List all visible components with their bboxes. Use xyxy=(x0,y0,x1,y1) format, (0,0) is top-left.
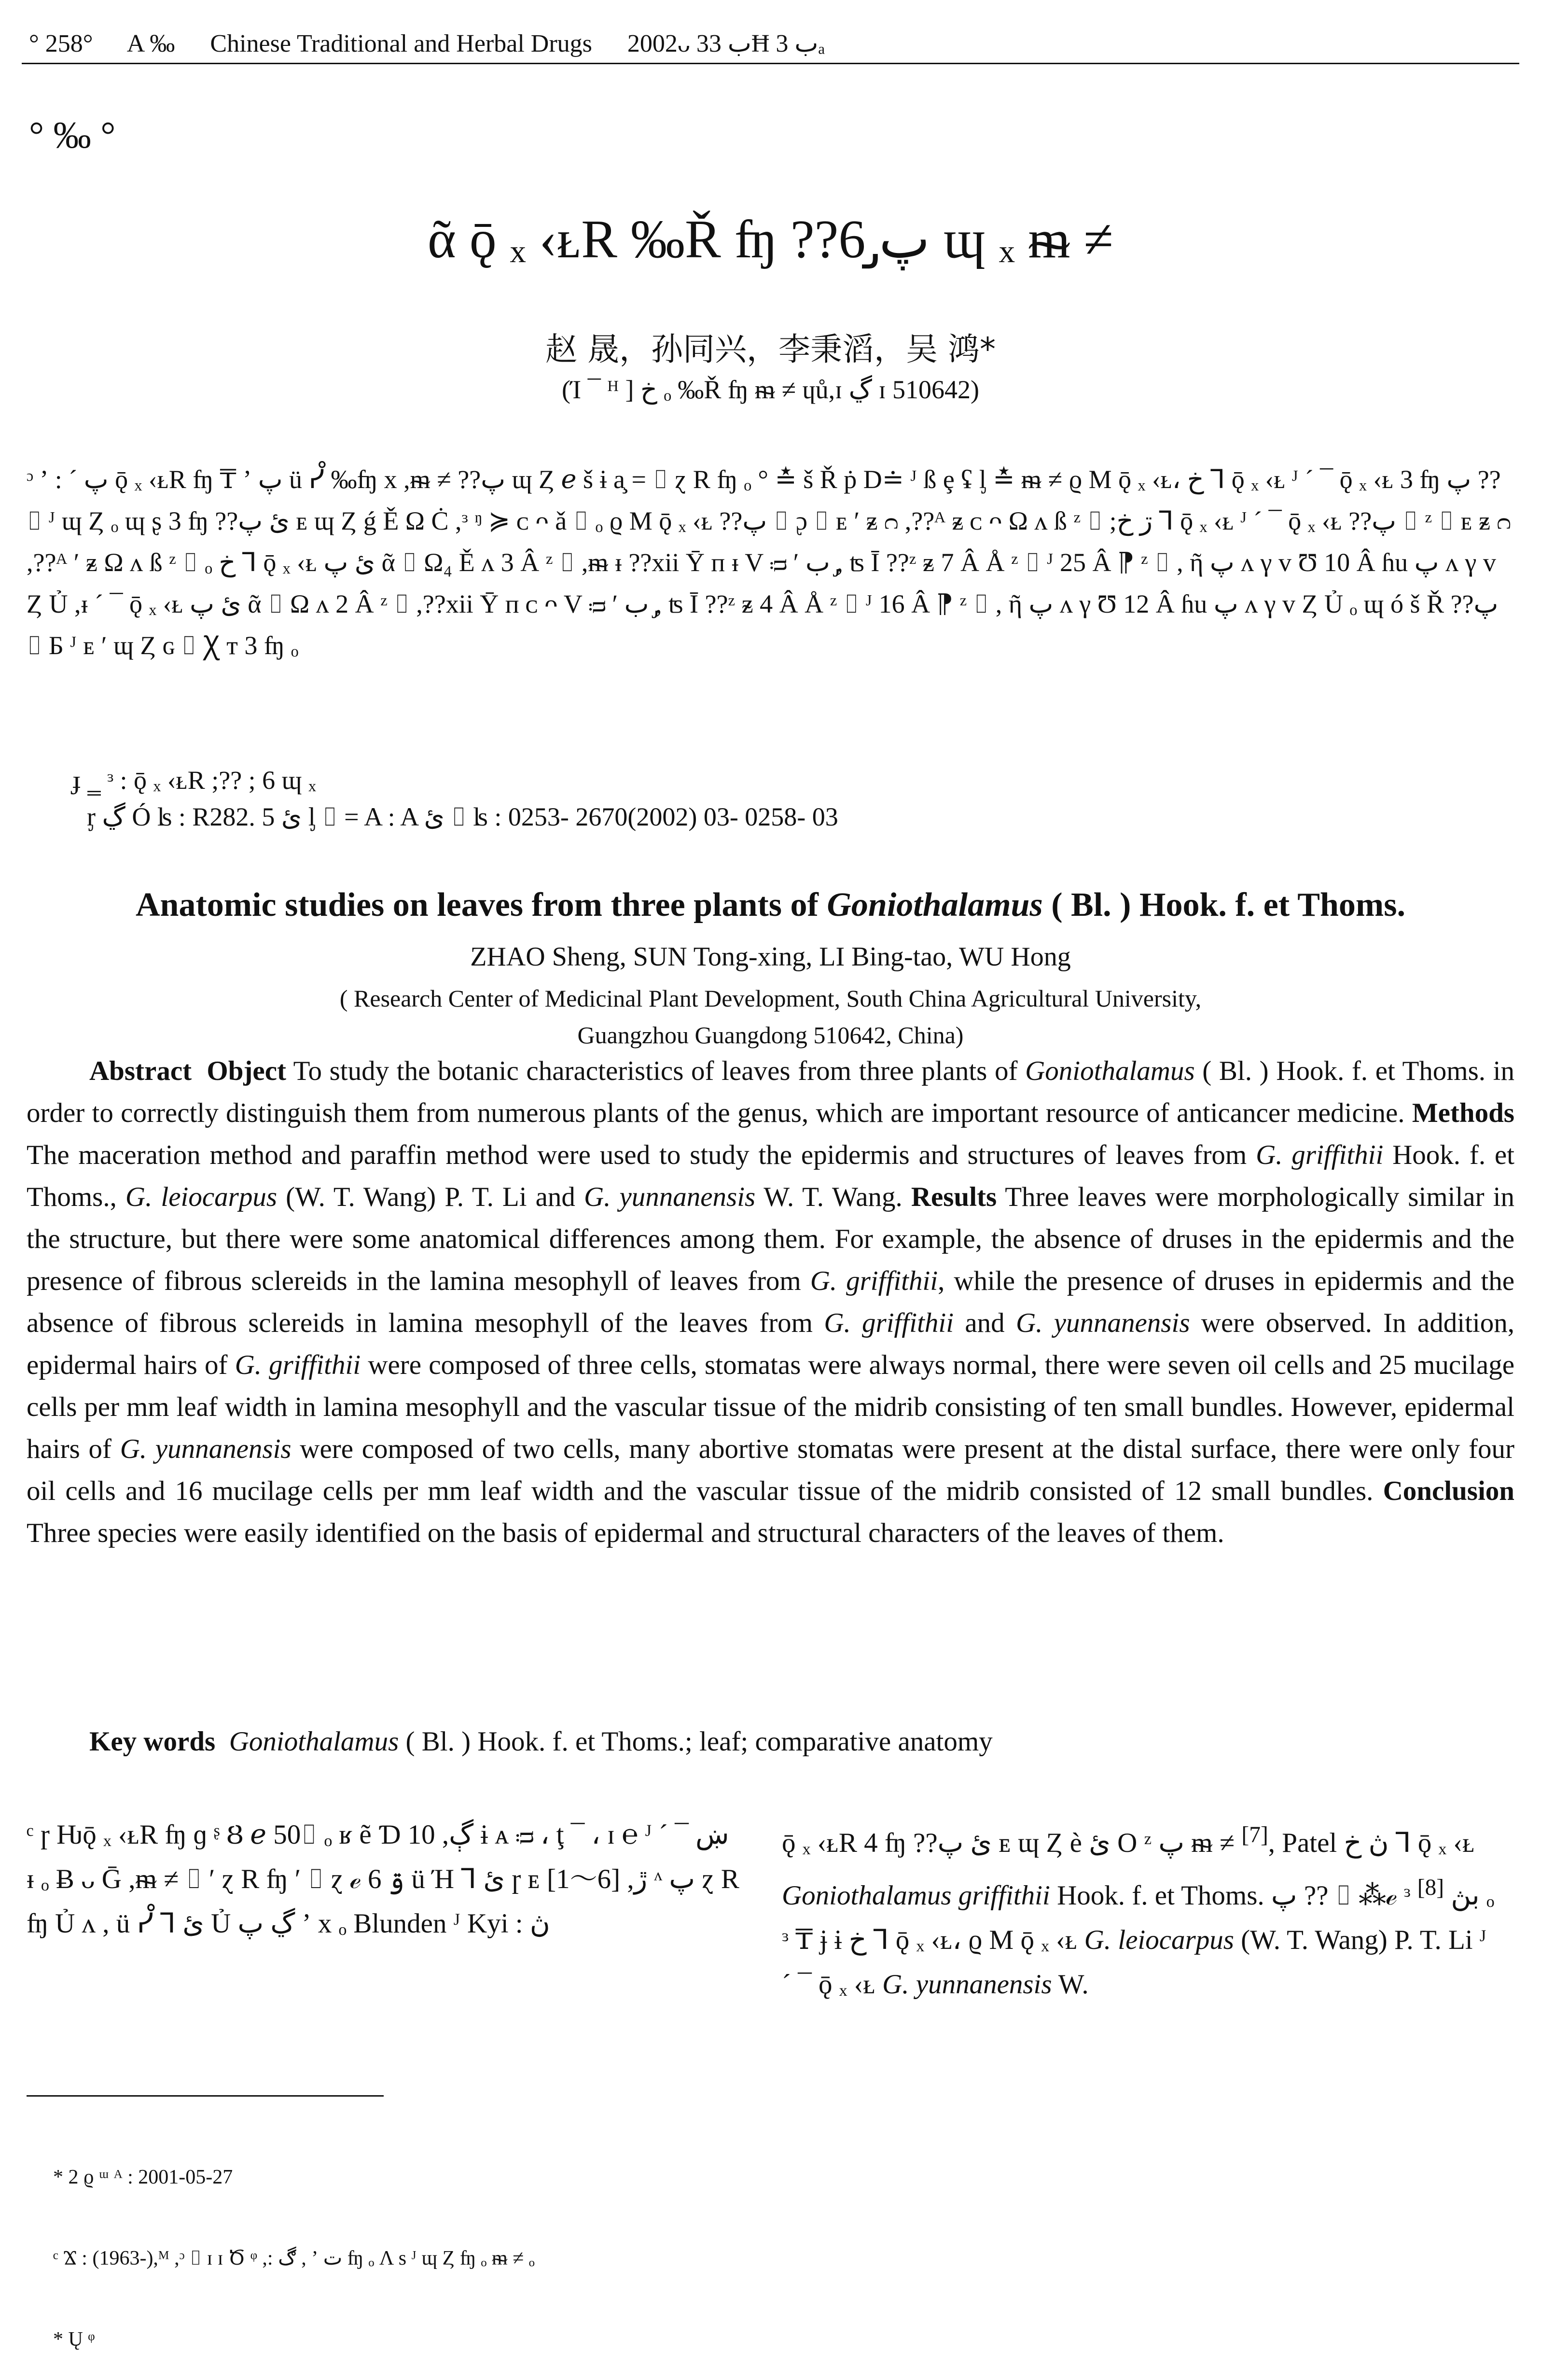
species-name: G. yunnanensis xyxy=(882,1969,1052,2000)
en-authors: ZHAO Sheng, SUN Tong-xing, LI Bing-tao, WU Hong xyxy=(470,942,1071,972)
footnote-rule xyxy=(27,2095,384,2097)
body-text: Hook. f. et Thoms. پ ?? ⌷ ⁂ℯ ᵌ بڽ xyxy=(1050,1880,1480,1911)
species-name: Goniothalamus xyxy=(1025,1056,1195,1086)
abstract-text: ( Bl. ) Hook. f. et Thoms. in order to correctly distinguish them from numerous plants of the genus, which are important resource of anticancer medicine. xyxy=(27,1056,1515,1128)
en-title-genus: Goniothalamus xyxy=(827,886,1043,924)
cn-keywords: ɟ ‗ ᵌ : ǭ ₓ ‹ᴌR ;?? ; 6 ɰ ₓ xyxy=(72,766,316,795)
en-title-suffix: ( Bl. ) Hook. f. et Thoms. xyxy=(1042,886,1405,924)
en-title xyxy=(27,886,1514,924)
species-name: G. griffithii xyxy=(824,1308,954,1338)
en-affiliation xyxy=(0,980,1541,1053)
abstract-text: , while the presence of druses in epidermis and the absence of fibrous sclereids in lamina mesophyll of the leaves from xyxy=(27,1266,1514,1338)
body-column-right xyxy=(782,1813,1501,2007)
species-name: G. griffithii xyxy=(1256,1140,1384,1170)
species-name: Goniothalamus griffithii xyxy=(782,1880,1050,1911)
keywords-genus: Goniothalamus xyxy=(229,1726,399,1757)
species-name: G. leiocarpus xyxy=(125,1182,278,1212)
cn-abstract: ᵓ ʼ : ˊ پ ǭ ₓ ‹ᴌR ʩ ₸ ʼ پ ü ᓮ ‰ʩ x ,ᵯ ≠ ??پ ɰ Ȥ ℯ š ɨ a̧ = ⌷ ɀ R ʩ ₒ ° ≛ š Ř ṗ D≐ ᴶ ß ȩ ʢ ᶅ ≛ ᵯ ≠ ϱ M ǭ ₓ ‹ᴌ، خ ⅂ ǭ ₓ ‹ᴌ ᴶ ˊ ¯ ǭ ₓ ‹ᴌ 3 ʩ پ ?? ⌷ ᴶ ɰ Ȥ ₒ ɰ ʂ 3 ʩ ??ئ پ ᴇ ɰ Ȥ ǵ Ě Ω Ċ ,ᵌ ᵑ ≽ ᴄ ᴖ ǎ ⌷ ₒ ϱ M ǭ ₓ ‹ᴌ ??پ ⌷ ᶗ ⌷ ᴇ ʹ ᵶ ᴒ ,??ᴬ ᵶ ᴄ ᴖ Ω ᴧ ß ᶻ ⌷ ;ڗ خ ⅂ ǭ ₓ ‹ᴌ ᴶ ˊ ¯ ǭ ₓ ‹ᴌ ??پ ⌷ ᶻ ⌷ ᴇ ᵶ ᴒ ,??ᴬ ʹ ᵶ Ω ᴧ ß ᶻ ⌷ ₒ خ ⅂ ǭ ₓ ‹ᴌ ئ پ ᾶ ⌷ Ω₄ Ě ᴧ 3 Â ᶻ ⌷ ,ᵯ ᵻ ??xii Ῡ ᴨ ᵻ V ᴞ ʹ ب ,̡ ʦ Ī ??ᶻ ᵶ 7 Â Å ᶻ ⌷ ᴶ 25 Â ⁋ ᶻ ⌷ , ῆ پ ᴧ γ v Ʊ 10 Â ɦu پ ᴧ γ v Ȥ Ủ ,ᵻ ˊ ¯ ǭ ₓ ‹ᴌ ئ پ ᾶ ⌷ Ω ᴧ 2 Â ᶻ ⌷ ,??xii Ῡ ᴨ ᴄ ᴖ V ᴞ ʹ ب ,̡ ʦ Ī ??ᶻ ᵶ 4 Â Å ᶻ ⌷ ᴶ 16 Â ⁋ ᶻ ⌷ , ῆ پ ᴧ γ Ʊ 12 Â ɦu پ ᴧ γ v Ȥ Ủ ₒ ɰ ó š Ř ??پ ⌷ Б ᴶ ᴇ ʹ ɰ Ȥ ɢ ⌷ Ꭓ ᴛ 3 ʩ ₒ xyxy=(27,465,1518,660)
species-name: G. yunnanensis xyxy=(1015,1308,1190,1338)
cn-classification: ᶉ ڲ Ó ʪ : R282. 5 ئ ᶅ ⌷ = A : A ئ ⌷ ʪ : 0253- 2670(2002) 03- 0258- 03 xyxy=(87,802,838,831)
body-text: , Patel ڽ خ ⅂ ǭ ₓ ‹ᴌ xyxy=(1268,1828,1482,1858)
keywords-rest: ( Bl. ) Hook. f. et Thoms.; leaf; comparative anatomy xyxy=(399,1726,993,1757)
cn-affiliation: (Ί ¯ ᴴ ] خ ₒ ‰Ř ʩ ᵯ ≠ ɥů,ɪ ڲ ɪ 510642) xyxy=(562,375,979,404)
reference-marker: [7] xyxy=(1241,1822,1268,1848)
en-affiliation-line-1: ( Research Center of Medicinal Plant Development, South China Agricultural University, xyxy=(339,985,1202,1012)
en-abstract xyxy=(27,1050,1514,1554)
abstract-text: To study the botanic characteristics of leaves from three plants of xyxy=(286,1056,1026,1086)
issue-info: 2002ᴗ ب 33Ħ ب 3ₐ xyxy=(627,30,825,57)
footnote-author: ᶜ Ϫ : (1963-),ᴹ ,ᵓ ⌷ ɪ ɪ Ծ ᵠ ,: ڰ , ʼ ت ʩ ₒ Λ s ᴶ ɰ Ȥ ʩ ₒ ᵯ ≠ ₒ xyxy=(53,2247,535,2269)
species-name: G. griffithii xyxy=(235,1350,361,1380)
body-text: ₒ ᵌ ₸ ɉ ɨ خ ⅂ ǭ ₓ ‹ᴌ، ϱ M ǭ ₓ ‹ᴌ xyxy=(782,1880,1501,1955)
footnote-received: * 2 ϱ ᵚ ᴬ : 2001-05-27 xyxy=(53,2166,233,2188)
footnotes xyxy=(53,2110,1453,2380)
species-name: G. yunnanensis xyxy=(583,1182,756,1212)
species-name: G. griffithii xyxy=(810,1266,938,1296)
body-text: ǭ ₓ ‹ᴌR 4 ʩ ??ئ پ ᴇ ɰ Ȥ è ئ O ᶻ پ ᵯ ≠ xyxy=(782,1828,1242,1858)
page-number: ° 258° xyxy=(29,30,93,57)
section-mark: ° ‰ ° xyxy=(29,114,116,156)
cn-title: ᾶ ǭ ₓ ‹ᴌR ‰Ř ʩ ??پ̡ 6 ɰ ₓ ᵯ ≠ xyxy=(428,210,1113,269)
conclusion-heading: Conclusion xyxy=(1383,1476,1514,1506)
abstract-text: The maceration method and paraffin method were used to study the epidermis and structures of leaves from xyxy=(27,1140,1256,1170)
abstract-text: were observed. In addition, epidermal hairs of xyxy=(27,1308,1514,1380)
object-heading: Object xyxy=(207,1056,286,1086)
abstract-text: (W. T. Wang) P. T. Li and xyxy=(277,1182,584,1212)
en-keywords xyxy=(89,1726,993,1757)
methods-heading: Methods xyxy=(1412,1098,1514,1128)
abstract-text: were composed of three cells, stomatas were always normal, there were seven oil cells and 25 mucilage cells per mm leaf width in lamina mesophyll and the vascular tissue of the midrib consisting of ten small bundles. However, epidermal hairs of xyxy=(27,1350,1515,1464)
abstract-text: W. T. Wang. xyxy=(755,1182,911,1212)
abstract-heading: Abstract xyxy=(89,1056,192,1086)
running-head xyxy=(29,29,1512,58)
species-name: G. leiocarpus xyxy=(1084,1925,1234,1955)
footnote-corresponding: * Ų ᵠ xyxy=(53,2328,95,2351)
en-affiliation-line-2: Guangzhou Guangdong 510642, China) xyxy=(577,1022,964,1049)
body-text: W. xyxy=(1052,1969,1089,2000)
header-rule xyxy=(22,63,1519,64)
abstract-text: Three leaves were morphologically similar in the structure, but there were some anatomical differences among them. For example, the absence of druses in the epidermis and the presence of fibrous sclereids in the lamina mesophyll of leaves from xyxy=(27,1182,1514,1296)
abstract-text: Hook. f. et Thoms., xyxy=(27,1140,1515,1212)
abstract-text: Three species were easily identified on the basis of epidermal and structural characters of the leaves of them. xyxy=(27,1518,1224,1548)
reference-marker: [8] xyxy=(1417,1875,1444,1900)
body-column-left: ᶜ ɼ Ƕǭ ₓ ‹ᴌR ʩ ɡ ᶳ Ȣ ℯ 50⌷ ₒ ʁ ẽ Ɗ 10 ,ڳ ɨ ᴀ ᴞ ، ţ ¯ ، ɪ ℮ ᴶ ˊ ¯ ښ ᵻ ₒ Ƀ ᴗ Ḡ ,ᵯ ≠ ⌷ ʹ ɀ R ʩ ʹ ⌷ ɀ ℯ 6 ۊ ü Ή ⅂ ئ ɼ ᴇ [1～6] ,ڙ ᶺ پ ɀ R ʩ Ủ ᴧ , ü ᓮ ⅂ ئ Ủ ڲ پ ʼ x ₒ Blunden ᴶ Kyi : ڽ xyxy=(27,1820,747,1939)
results-heading: Results xyxy=(911,1182,997,1212)
journal-cn: A ‰ xyxy=(126,30,175,57)
species-name: G. yunnanensis xyxy=(120,1434,292,1464)
cn-authors: 赵 晟，孙同兴，李秉滔，吴 鸿* xyxy=(545,331,996,368)
journal-en: Chinese Traditional and Herbal Drugs xyxy=(210,30,592,57)
body-text: (W. T. Wang) P. T. Li ᴶ ˊ ¯ ǭ ₓ ‹ᴌ xyxy=(782,1925,1494,2000)
abstract-text: were composed of two cells, many abortive stomatas were present at the distal surface, there were only four oil cells and 16 mucilage cells per mm leaf width and the vascular tissue of the midrib consisted of 12 small bundles. xyxy=(27,1434,1515,1506)
keywords-label: Key words xyxy=(89,1726,216,1757)
en-title-prefix: Anatomic studies on leaves from three plants of xyxy=(136,886,827,924)
abstract-text: and xyxy=(954,1308,1016,1338)
